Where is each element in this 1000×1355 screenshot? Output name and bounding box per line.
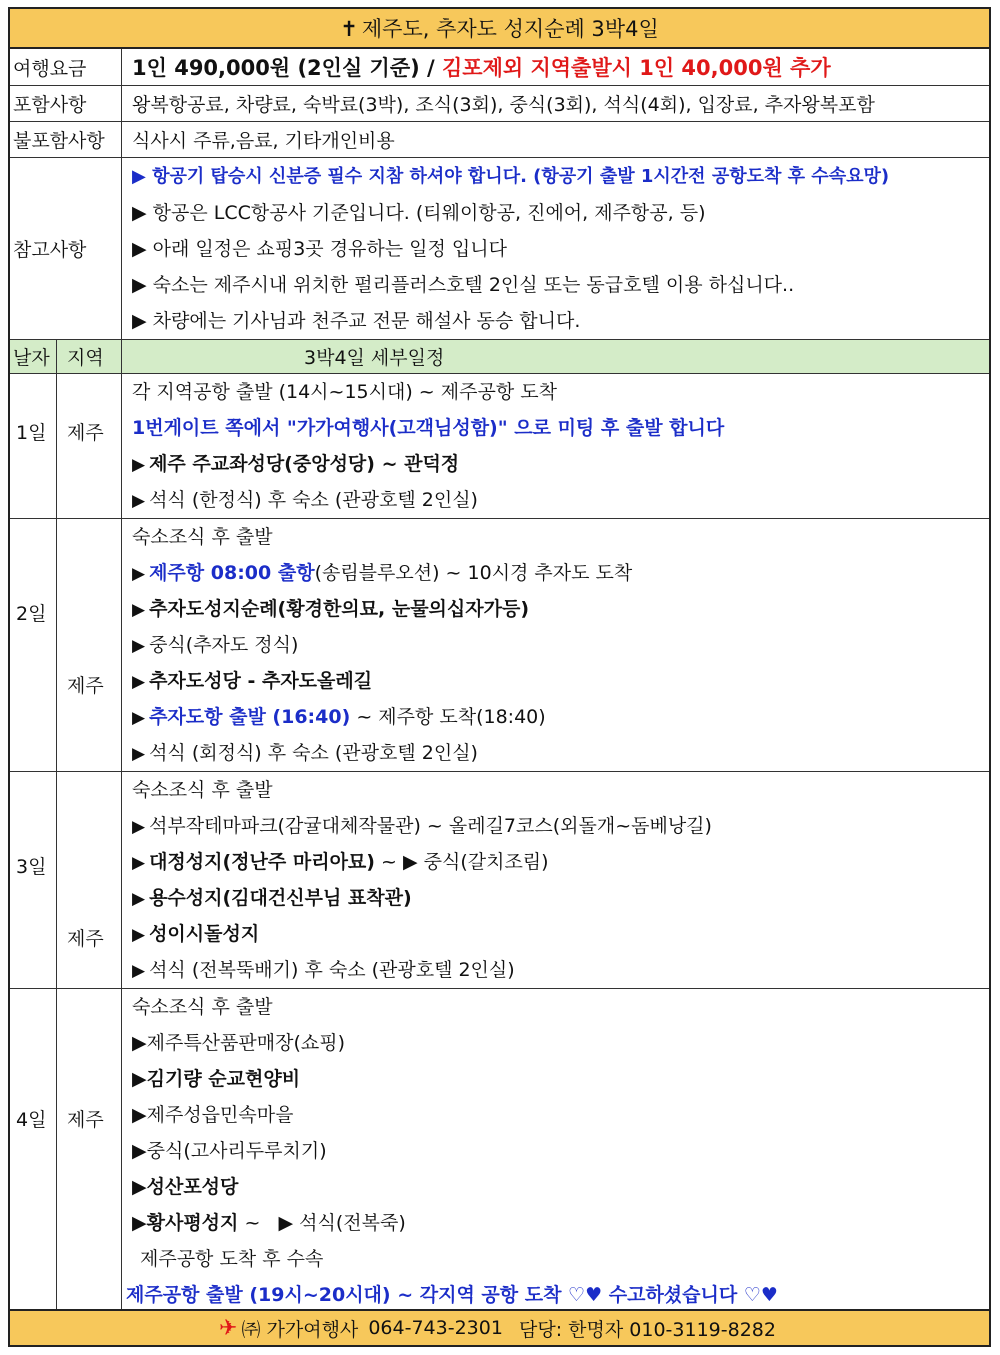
- list-item: 숙소조식 후 출발: [132, 779, 273, 801]
- list-item: ▶ 대정성지(정난주 마리아묘) ~ ▶ 중식(갈치조림): [132, 851, 549, 873]
- region-label: 제주: [67, 928, 104, 950]
- contact-person: 담당: 한명자 010-3119-8282: [519, 1318, 776, 1341]
- list-item: 각 지역공항 출발 (14시~15시대) ~ 제주공항 도착: [132, 381, 557, 403]
- day-4-items: [122, 989, 989, 1313]
- list-item: 제주공항 도착 후 수속: [140, 1248, 324, 1270]
- company-name: ㈜ 가가여행사: [241, 1318, 359, 1341]
- list-item: ▶ 석부작테마파크(감귤대체작물관) ~ 올레길7코스(외돌개~돔베낭길): [132, 815, 712, 837]
- list-item: ▶ 추자도항 출발 (16:40) ~ 제주항 도착(18:40): [132, 706, 546, 728]
- day-2-row: [10, 519, 989, 772]
- day-label: 1일: [16, 422, 47, 444]
- company-phone: 064-743-2301: [368, 1317, 503, 1339]
- note-item: ▶ 차량에는 기사님과 천주교 전문 해설사 동승 합니다.: [132, 309, 581, 332]
- list-item: 제주공항 출발 (19시~20시대) ~ 각지역 공항 도착 ♡♥ 수고하셨습니다 ♡♥: [126, 1284, 778, 1306]
- day-label: 2일: [16, 603, 47, 625]
- note-item: ▶ 아래 일정은 쇼핑3곳 경유하는 일정 입니다: [132, 237, 507, 260]
- list-item: ▶성산포성당: [132, 1176, 239, 1198]
- list-item: 숙소조식 후 출발: [132, 526, 273, 548]
- day-1-row: [10, 374, 989, 519]
- excluded-value: 식사시 주류,음료, 기타개인비용: [132, 130, 395, 152]
- notes-row: [10, 158, 989, 340]
- list-item: ▶ 석식 (한정식) 후 숙소 (관광호텔 2인실): [132, 489, 478, 511]
- list-item: ▶황사평성지 ~ ▶ 석식(전복죽): [132, 1212, 406, 1234]
- list-item: ▶ 석식 (회정식) 후 숙소 (관광호텔 2인실): [132, 742, 478, 764]
- list-item: ▶ 용수성지(김대건신부님 표착관): [132, 887, 412, 909]
- title-bar: [10, 9, 989, 49]
- day-label: 4일: [16, 1109, 47, 1131]
- day-3-row: [10, 772, 989, 989]
- excluded-row: [10, 122, 989, 158]
- list-item: ▶ 추자도성지순례(황경한의묘, 눈물의십자가등): [132, 598, 530, 620]
- list-item: 1번게이트 쪽에서 "가가여행사(고객님성함)" 으로 미팅 후 출발 합니다: [132, 417, 725, 439]
- list-item: ▶제주성읍민속마을: [132, 1104, 294, 1126]
- notes-list: [122, 158, 989, 339]
- list-item: ▶ 성이시돌성지: [132, 923, 260, 945]
- footer-bar: [10, 1309, 989, 1345]
- price-main: 1인 490,000원 (2인실 기준) /: [132, 56, 435, 80]
- list-item: ▶ 추자도성당 - 추자도올레길: [132, 670, 373, 692]
- detail-header: 3박4일 세부일정: [304, 347, 445, 369]
- region-label: 제주: [67, 422, 104, 444]
- included-row: [10, 86, 989, 122]
- price-value: [122, 49, 989, 85]
- price-extra: 김포제외 지역출발시 1인 40,000원 추가: [442, 56, 831, 80]
- list-item: 숙소조식 후 출발: [132, 996, 273, 1018]
- list-item: ▶제주특산품판매장(쇼핑): [132, 1032, 345, 1054]
- itinerary-sheet: [8, 7, 991, 1347]
- list-item: ▶ 중식(추자도 정식): [132, 634, 299, 656]
- day-3-items: [122, 772, 989, 988]
- day-4-row: [10, 989, 989, 1313]
- region-label: 제주: [67, 675, 104, 697]
- price-label: 여행요금: [10, 49, 122, 85]
- notes-label: 참고사항: [10, 158, 122, 339]
- airplane-icon: ✈: [219, 1315, 238, 1341]
- day-label: 3일: [16, 856, 47, 878]
- list-item: ▶ 제주항 08:00 출항(송림블루오션) ~ 10시경 추자도 도착: [132, 562, 633, 584]
- list-item: ▶중식(고사리두루치기): [132, 1140, 327, 1162]
- page-title: 제주도, 추자도 성지순례 3박4일: [361, 17, 659, 41]
- included-label: 포함사항: [10, 86, 122, 121]
- day-1-items: [122, 374, 989, 518]
- note-item: ▶ 항공은 LCC항공사 기준입니다. (티웨이항공, 진에어, 제주항공, 등): [132, 201, 706, 224]
- schedule-header: [10, 340, 989, 374]
- list-item: ▶ 제주 주교좌성당(중앙성당) ~ 관덕정: [132, 453, 460, 475]
- region-header: 지역: [57, 340, 122, 373]
- note-item: ▶ 숙소는 제주시내 위치한 펄리플러스호텔 2인실 또는 동급호텔 이용 하십니다..: [132, 273, 795, 296]
- list-item: ▶김기량 순교현양비: [132, 1068, 301, 1090]
- excluded-label: 불포함사항: [10, 122, 122, 157]
- list-item: ▶ 석식 (전복뚝배기) 후 숙소 (관광호텔 2인실): [132, 959, 515, 981]
- price-row: [10, 49, 989, 86]
- day-2-items: [122, 519, 989, 771]
- region-label: 제주: [67, 1109, 104, 1131]
- note-item: ▶ 항공기 탑승시 신분증 필수 지참 하셔야 합니다. (항공기 출발 1시간전 공항도착 후 수속요망): [132, 165, 890, 187]
- cross-icon: ✝: [340, 17, 358, 41]
- day-header: 날자: [10, 340, 57, 373]
- included-value: 왕복항공료, 차량료, 숙박료(3박), 조식(3회), 중식(3회), 석식(4회), 입장료, 추자왕복포함: [132, 94, 875, 116]
